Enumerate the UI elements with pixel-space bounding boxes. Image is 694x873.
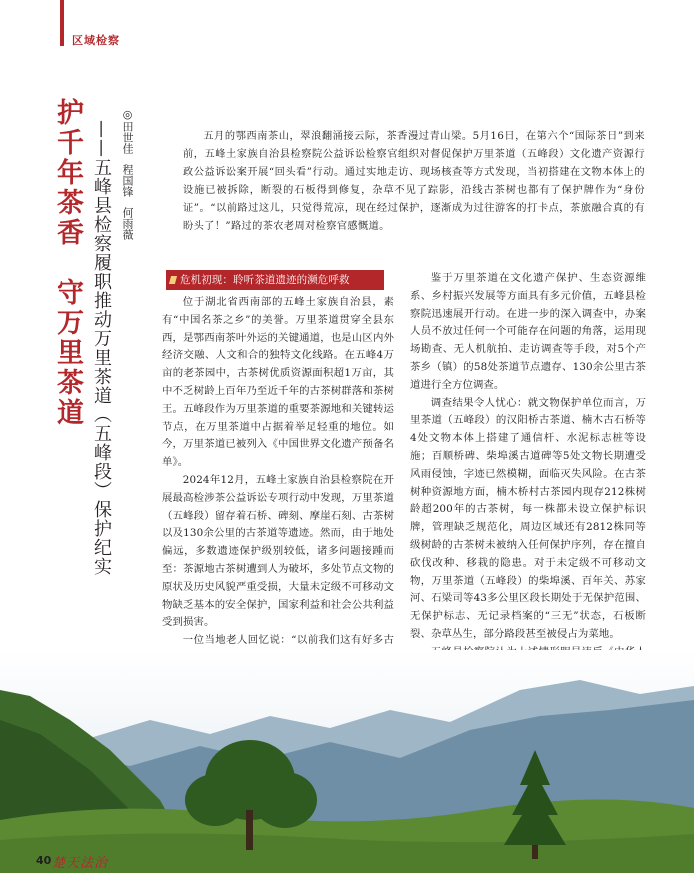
body-paragraph: 鉴于万里茶道在文化遗产保护、生态资源维系、乡村振兴发展等方面具有多元价值，五峰县检察院迅速展开行动。在进一步的深入调查中，办案人员不放过任何一个可能存在问题的角落，运用现场勘查、无人机航拍、走访调查等手段，对5个产茶乡（镇）的58处茶道节点遗存、130余公里古茶道进行全方位调查。 <box>410 272 646 391</box>
byline <box>122 108 133 240</box>
page-number: 40 <box>36 854 52 867</box>
tea-mountain-photo <box>0 650 694 873</box>
author-name: 田世佳 <box>121 121 134 154</box>
article-subtitle: ——五峰县检察履职推动万里茶道（五峰段）保护纪实 <box>91 120 112 576</box>
byline-prefix: ◎ <box>121 108 134 121</box>
section-label: 区域检察 <box>72 34 120 47</box>
section-heading: 危机初现：聆听茶道遗迹的濒危呼救 <box>166 270 384 290</box>
body-paragraph: 一位当地老人回忆说：“以前我们这有好多古 <box>182 634 394 647</box>
section-marker <box>60 0 64 46</box>
body-paragraph: 位于湖北省西南部的五峰土家族自治县，素有“中国名茶之乡”的美誉。万里茶道贯穿全县东西，是鄂西南茶叶外运的关键通道，也是山区内外经济交融、人文和合的独特文化线路。在五峰4万亩的老茶园中，古茶树优质资源面积超1万亩，其中不乏树龄上百年乃至近千年的古茶树群落和茶树王。五峰段作为万里茶道的重要茶源地和关键转运节点，在万里茶道中占据着举足轻重的地位。如今，万里茶道已被列入《中国世界文化遗产预备名单》。 <box>162 296 394 469</box>
article-title: 护千年茶香 守万里茶道 <box>52 98 83 428</box>
author-name: 程国锋 <box>121 164 134 197</box>
body-paragraph: 2024年12月，五峰土家族自治县检察院在开展最高检涉茶公益诉讼专项行动中发现，万里茶道（五峰段）留存着石桥、碑刻、摩崖石刻、古茶树以及130余公里的古茶道等遗迹。然而，由于地处偏远，多数遗迹保护级别较低，诸多问题接踵而至：茶源地古茶树遭到人为破坏，多处节点文物的原状及历史风貌严重受损，大量未定级不可移动文物缺乏基本的安全保护，国家利益和社会公共利益受到损害。 <box>162 473 394 629</box>
article-intro: 五月的鄂西南茶山，翠浪翻涌接云际，茶香漫过青山梁。5月16日，在第六个“国际茶日”到来前，五峰土家族自治县检察院公益诉讼检察官组织对督促保护万里茶道（五峰段）文化遗产资源行政公益诉讼案开展“回头看”行动。通过实地走访、现场核查等方式发现，当初搭建在文物本体上的设施已被拆除，断裂的石板得到修复，杂草不见了踪影，沿线古茶树也都有了保护牌作为“身份证”。“以前路过这儿，只觉得荒凉，现在经过保护，逐渐成为过往游客的打卡点，茶旅融合真的有盼头了！”路过的茶农老周对检察官感慨道。 <box>183 131 645 232</box>
body-column-right <box>410 270 646 697</box>
body-paragraph: 调查结果令人忧心：就文物保护单位而言，万里茶道（五峰段）的汉阳桥古茶道、楠木古石桥等4处文物本体上搭建了通信杆、水泥标志桩等设施；百顺桥碑、柴埠溪古道碑等5处文物长期遭受风雨侵蚀，字迹已然模糊，面临灭失风险。在古茶树种资源地方面，楠木桥村古茶园内现存212株树龄超200年的古茶树，每一株都未设立保护标识牌，管理缺乏规范化，周边区域还有2812株同等级树龄的古茶树未被纳入任何保护序列，存在擅自砍伐改种、移栽的隐患。对于未定级不可移动文物，万里茶道（五峰段）的柴埠溪、百年关、苏家河、石梁司等43多公里区段长期处于无保护范围、无保护标志、无记录档案的“三无”状态，石板断裂、杂草丛生，部分路段甚至被侵占为菜地。 <box>410 396 646 640</box>
author-name: 何雨薇 <box>121 207 134 240</box>
magazine-logo: 楚天法治 <box>52 856 109 871</box>
body-column-left <box>162 270 394 686</box>
